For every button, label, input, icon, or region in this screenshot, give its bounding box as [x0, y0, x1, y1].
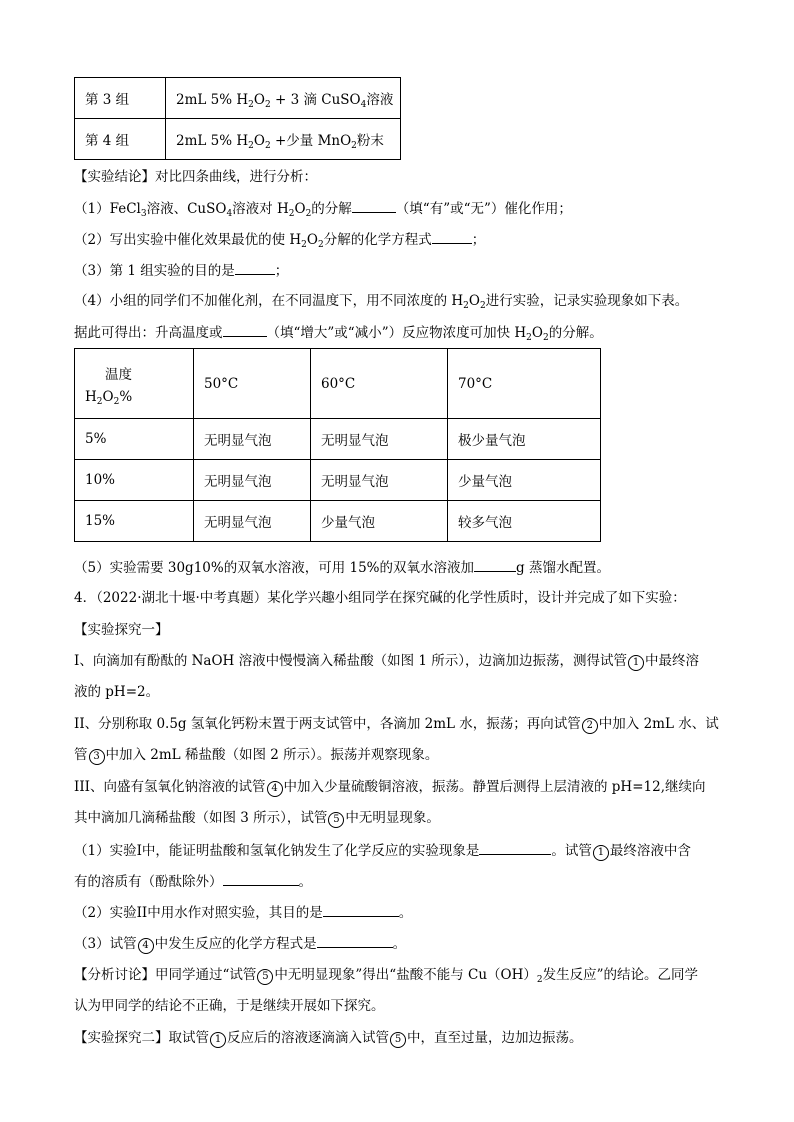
row-label: 10% — [75, 460, 194, 501]
answer-blank[interactable] — [474, 557, 516, 572]
question-1: （1）FeCl$_3$溶液、CuSO$_4$溶液对 $H_2O_2$的分解 （填“有”或“无”）催化作用； — [74, 198, 572, 219]
step-2: II、分别称取 0.5g 氢氧化钙粉末置于两支试管中，各滴加 2mL 水，振荡；再向试管 2 中加入 2mL 水、试 — [74, 716, 719, 732]
sub-question-2: （2）实验II中用水作对照实验，其目的是 。 — [74, 902, 412, 923]
table-row — [75, 78, 401, 119]
sub-question-1: （1）实验I中，能证明盐酸和氢氧化钠发生了化学反应的实验现象是 。试管 1 最终溶液中含 — [74, 840, 691, 861]
table-cell: 极少量气泡 — [448, 419, 601, 460]
question-4-cont: 据此可得出：升高温度或 （填“增大”或“减小”）反应物浓度可加快 $H_2O_2$的分解。 — [74, 322, 603, 343]
answer-blank[interactable] — [323, 902, 399, 917]
circled-number: 5 — [257, 969, 273, 985]
group-cell: 第 4 组 — [75, 119, 166, 160]
step-3-cont: 其中滴加几滴稀盐酸（如图 3 所示），试管 5 中无明显现象。 — [74, 810, 440, 826]
circled-number: 1 — [628, 655, 644, 671]
table-cell: 无明显气泡 — [311, 460, 448, 501]
circled-number: 2 — [582, 718, 598, 734]
sub-question-1-cont: 有的溶质有（酚酞除外） 。 — [74, 871, 312, 892]
column-header: 60°C — [311, 349, 448, 419]
answer-blank[interactable] — [317, 933, 393, 948]
column-header: 50°C — [194, 349, 311, 419]
inquiry-2: 【实验探究二】取试管 1 反应后的溶液逐滴滴入试管 5 中，直至过量，边加边振荡。 — [74, 1030, 583, 1046]
row-label: 5% — [75, 419, 194, 460]
answer-blank[interactable] — [352, 198, 396, 213]
question-2: （2）写出实验中催化效果最优的使 $H_2O_2$分解的化学方程式 ； — [74, 229, 485, 250]
temperature-table — [74, 348, 601, 542]
table-cell: 少量气泡 — [448, 460, 601, 501]
conclusion-heading: 【实验结论】对比四条曲线，进行分析： — [74, 169, 317, 185]
table-cell: 无明显气泡 — [194, 460, 311, 501]
circled-number: 1 — [210, 1032, 226, 1048]
table-header-row — [75, 349, 601, 419]
reagent-cell: 2mL 5% $H_2O_2 + 3$ 滴 CuSO$_4$溶液 — [166, 78, 401, 119]
circled-number: 5 — [390, 1032, 406, 1048]
question-3: （3）第 1 组实验的目的是 ； — [74, 260, 288, 281]
circled-number: 3 — [89, 749, 105, 765]
discussion-cont: 认为甲同学的结论不正确，于是继续开展如下探究。 — [74, 998, 385, 1014]
question-4: （4）小组的同学们不加催化剂，在不同温度下，用不同浓度的 $H_2O_2$进行实验，记录实验现象如下表。 — [74, 293, 689, 311]
circled-number: 4 — [267, 781, 283, 797]
step-2-cont: 管 3 中加入 2mL 稀盐酸（如图 2 所示）。振荡并观察现象。 — [74, 747, 439, 763]
step-1: I、向滴加有酚酞的 NaOH 溶液中慢慢滴入稀盐酸（如图 1 所示），边滴加边振荡，测得试管 1 中最终溶 — [74, 653, 700, 669]
reagent-cell: 2mL 5% $H_2O_2$ +少量 MnO$_2$粉末 — [166, 119, 401, 160]
answer-blank[interactable] — [223, 871, 299, 886]
answer-blank[interactable] — [235, 260, 275, 275]
table-row — [75, 460, 601, 501]
circled-number: 4 — [138, 938, 154, 954]
corner-top-label: 温度 — [105, 367, 132, 383]
answer-blank[interactable] — [223, 322, 267, 337]
table-cell: 无明显气泡 — [194, 419, 311, 460]
answer-blank[interactable] — [479, 840, 551, 855]
circled-number: 1 — [593, 845, 609, 861]
group-cell: 第 3 组 — [75, 78, 166, 119]
discussion: 【分析讨论】甲同学通过“试管 5 中无明显现象”得出“盐酸不能与 $Cu(OH)_2$发生反应”的结论。乙同学 — [74, 967, 699, 985]
step-1-cont: 液的 pH=2。 — [74, 684, 160, 700]
sub-question-3: （3）试管 4 中发生反应的化学方程式是 。 — [74, 933, 406, 954]
row-label: 15% — [75, 501, 194, 542]
corner-bottom-label: $H_2O_2\%$ — [85, 389, 133, 407]
corner-cell — [75, 349, 194, 419]
table-cell: 少量气泡 — [311, 501, 448, 542]
table-cell: 无明显气泡 — [311, 419, 448, 460]
table-row — [75, 501, 601, 542]
catalyst-groups-table — [74, 77, 401, 160]
answer-blank[interactable] — [432, 229, 472, 244]
question-5: （5）实验需要 30g10%的双氧水溶液，可用 15%的双氧水溶液加 g 蒸馏水配置。 — [74, 557, 610, 578]
circled-number: 5 — [328, 812, 344, 828]
table-row — [75, 119, 401, 160]
table-cell: 无明显气泡 — [194, 501, 311, 542]
inquiry-1-heading: 【实验探究一】 — [74, 622, 169, 638]
table-row — [75, 419, 601, 460]
step-3: III、向盛有氢氧化钠溶液的试管 4 中加入少量硫酸铜溶液，振荡。静置后测得上层清液的 pH=12,继续向 — [74, 779, 706, 795]
column-header: 70°C — [448, 349, 601, 419]
table-cell: 较多气泡 — [448, 501, 601, 542]
problem-4-title: 4．（2022·湖北十堰·中考真题）某化学兴趣小组同学在探究碱的化学性质时，设计并完成了如下实验： — [74, 590, 686, 606]
